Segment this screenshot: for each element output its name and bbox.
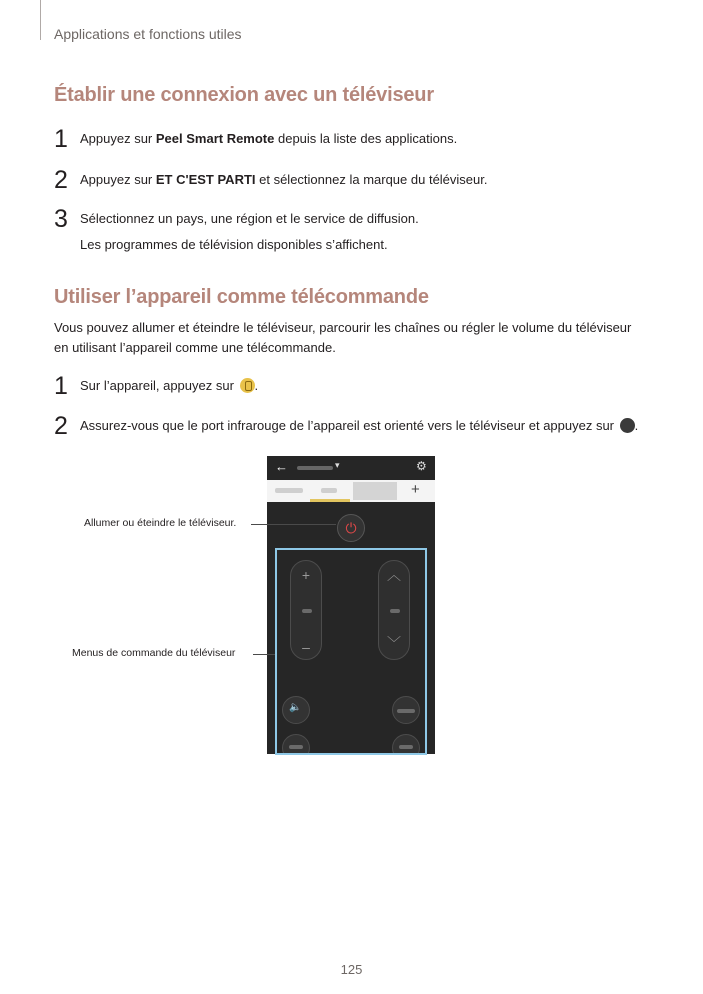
step-number: 1: [54, 125, 68, 153]
callout-menu-label: Menus de commande du téléviseur: [72, 647, 236, 659]
dropdown-icon[interactable]: ▾: [335, 460, 340, 470]
speaker-icon: 🔈: [289, 702, 302, 713]
channel-down-icon[interactable]: ﹀: [387, 635, 401, 651]
header-rule: [40, 0, 41, 40]
step-3-connect: [54, 204, 674, 234]
step-1-remote: [54, 371, 674, 401]
step-2-connect: [54, 165, 674, 195]
step-text: Sur l’appareil, appuyez sur .: [80, 378, 259, 393]
step-text: Appuyez sur ET C'EST PARTI et sélectionnez la marque du téléviseur.: [80, 172, 488, 187]
tab-selected[interactable]: [353, 482, 397, 500]
app-name-peel: Peel Smart Remote: [155, 131, 275, 146]
channel-up-icon[interactable]: ︿: [387, 567, 401, 583]
step-1-connect: [54, 124, 674, 154]
step-number: 1: [54, 372, 68, 400]
step-number: 2: [54, 166, 68, 194]
controls-highlight-box: [275, 548, 427, 755]
callout-power-label: Allumer ou éteindre le téléviseur.: [84, 517, 237, 529]
step-text: Sélectionnez un pays, une région et le service de diffusion.: [80, 211, 419, 226]
step-number: 3: [54, 205, 68, 233]
callout-power-line: [251, 524, 336, 525]
step-text: Assurez-vous que le port infrarouge de l’appareil est orienté vers le téléviseur et appuyez sur .: [80, 418, 639, 433]
volume-minus-icon[interactable]: –: [302, 639, 310, 655]
callout-menu-line: [253, 654, 275, 655]
room-tabs: [267, 480, 435, 502]
step-number: 2: [54, 412, 68, 440]
section-title-connect: Établir une connexion avec un téléviseur: [54, 84, 434, 106]
tab-blurred[interactable]: [275, 488, 303, 493]
blurred-title: [297, 466, 333, 470]
intro-paragraph: Vous pouvez allumer et éteindre le téléviseur, parcourir les chaînes ou régler le volume du téléviseur en utilisant l’appareil comme une télécommande.: [54, 320, 632, 355]
gear-icon[interactable]: ⚙: [416, 459, 427, 473]
step-text: Appuyez sur Peel Smart Remote depuis la liste des applications.: [80, 131, 458, 146]
button-name-go: ET C'EST PARTI: [155, 172, 256, 187]
step-3-result: Les programmes de télévision disponibles s’affichent.: [80, 237, 388, 252]
page-number: 125: [340, 962, 363, 977]
running-head: Applications et fonctions utiles: [54, 26, 242, 42]
volume-plus-icon[interactable]: +: [301, 567, 311, 583]
power-icon: [620, 418, 635, 433]
back-arrow-icon[interactable]: ←: [275, 459, 288, 474]
add-icon[interactable]: +: [411, 481, 420, 498]
section-title-remote: Utiliser l’appareil comme télécommande: [54, 286, 429, 308]
tv-power-button[interactable]: ⏻: [337, 514, 365, 542]
tab-blurred[interactable]: [321, 488, 337, 493]
active-tab-indicator: [310, 499, 350, 502]
app-bar: [267, 456, 435, 480]
step-2-remote: [54, 411, 674, 441]
remote-app-icon: [240, 378, 255, 393]
